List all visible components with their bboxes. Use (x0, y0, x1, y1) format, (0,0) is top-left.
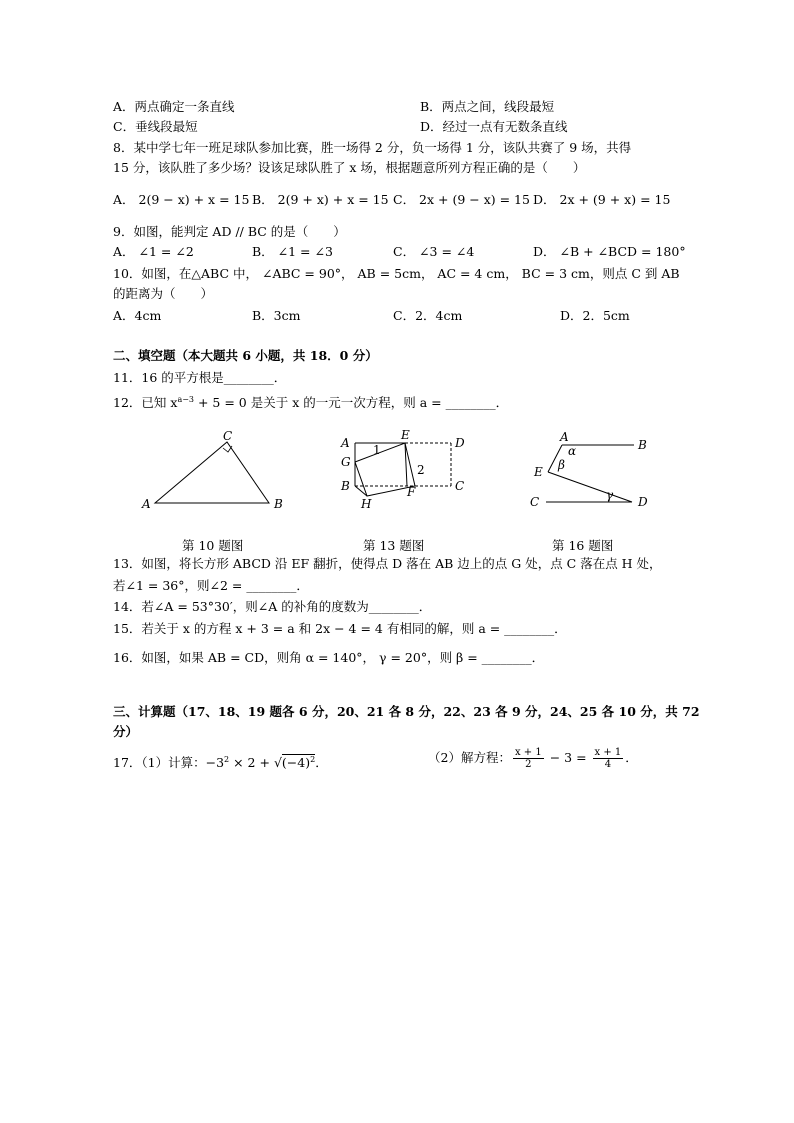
fig16-label-e: E (534, 465, 543, 479)
q17-part1-end: ． (315, 755, 328, 771)
q9-stem: 9．如图，能判定 AD // BC 的是（ ） (113, 224, 346, 239)
q17-fraction-1 (513, 747, 544, 770)
q17-part2-pre: （2）解方程： (428, 750, 511, 765)
fig10-label-a: A (142, 497, 151, 511)
q10-stem-line2: 的距离为（ ） (113, 286, 214, 301)
q8-option-c: C． 2x + (9 − x) = 15 (393, 192, 530, 207)
q17-mid: − 3 = (545, 750, 591, 765)
q8-option-d: D． 2x + (9 + x) = 15 (533, 192, 671, 207)
q8-option-a: A． 2(9 − x) + x = 15 (113, 192, 250, 207)
fig10-label-c: C (223, 429, 233, 443)
fig13-label-h: H (361, 497, 372, 511)
q17-radicand-base: (−4) (281, 755, 311, 771)
q8-stem-line2: 15 分，该队胜了多少场？设该足球队胜了 x 场，根据题意所列方程正确的是（ ） (113, 160, 586, 175)
q17-part1-exp: 2 (224, 755, 230, 764)
q15: 15．若关于 x 的方程 x + 3 = a 和 2x − 4 = 4 有相同的解，则 a = ________． (113, 621, 567, 636)
q8-option-b: B． 2(9 + x) + x = 15 (252, 192, 389, 207)
q7-option-d: D．经过一点有无数条直线 (420, 119, 568, 134)
fig16-caption: 第 16 题图 (552, 538, 614, 553)
q17-part1-mid: × 2 + (229, 755, 274, 771)
fig13-label-a: A (341, 436, 350, 450)
section2-title: 二、填空题（本大题共 6 小题，共 18．0 分） (113, 348, 378, 363)
q17-fraction-2 (593, 747, 624, 770)
q10-option-b: B．3cm (252, 308, 301, 323)
figure-10 (135, 428, 295, 518)
fig13-angle-1: 1 (373, 443, 381, 457)
fig10-label-b: B (274, 497, 283, 511)
q10-option-a: A．4cm (113, 308, 162, 323)
q14: 14．若∠A = 53°30′，则∠A 的补角的度数为________． (113, 599, 432, 614)
q9-option-a: A． ∠1 = ∠2 (113, 244, 194, 259)
fig13-label-b: B (341, 479, 350, 493)
section3-title-line2: 分） (113, 724, 139, 739)
q17-radicand-exp: 2 (310, 755, 316, 764)
triangle-abc (155, 442, 269, 503)
q17-part2-end: ． (625, 750, 638, 765)
q11: 11．16 的平方根是________． (113, 370, 287, 385)
q8-stem-line1: 8．某中学七年一班足球队参加比赛，胜一场得 2 分，负一场得 1 分，该队共赛了 9 场，共得 (113, 140, 632, 155)
q9-option-c: C． ∠3 = ∠4 (393, 244, 475, 259)
q13-line2: 若∠1 = 36°，则∠2 = ________． (113, 578, 309, 593)
fig16-label-d: D (638, 495, 648, 509)
fig16-label-a: A (560, 430, 569, 444)
q17-part1 (113, 752, 328, 771)
figure-16 (522, 428, 662, 518)
fig13-label-f: F (407, 485, 416, 499)
q7-option-a: A．两点确定一条直线 (113, 99, 235, 114)
fig16-alpha: α (568, 444, 577, 458)
fig13-label-d: D (455, 436, 465, 450)
fig13-angle-2: 2 (417, 463, 425, 477)
fig16-label-b: B (638, 438, 647, 452)
fig13-label-c: C (455, 479, 465, 493)
fig16-label-c: C (530, 495, 540, 509)
sqrt-icon: √ (273, 755, 282, 771)
q13-line1: 13．如图，将长方形 ABCD 沿 EF 翻折，使得点 D 落在 AB 边上的点 G 处，点 C 落在点 H 处， (113, 556, 662, 571)
q12-pre: 12．已知 x (113, 395, 178, 411)
fig16-beta: β (558, 458, 565, 472)
q9-option-d: D． ∠B + ∠BCD = 180° (533, 244, 686, 259)
fig10-caption: 第 10 题图 (182, 538, 244, 553)
q17-frac2-den: 4 (604, 759, 612, 770)
q16: 16．如图，如果 AB = CD，则角 α = 140°， γ = 20°，则 β = ________． (113, 650, 545, 665)
q10-stem-line1: 10．如图，在△ABC 中， ∠ABC = 90°， AB = 5cm， AC = 4 cm， BC = 3 cm，则点 C 到 AB (113, 266, 680, 281)
q9-option-b: B． ∠1 = ∠3 (252, 244, 333, 259)
q12 (113, 392, 508, 411)
q17-frac1-num: x + 1 (514, 747, 542, 758)
q17-frac2-num: x + 1 (594, 747, 622, 758)
section3-title-line1: 三、计算题（17、18、19 题各 6 分，20、21 各 8 分，22、23 各 9 分，24、25 各 10 分，共 72 (113, 704, 700, 719)
q17-part1-pre: 17．（1）计算：−3 (113, 755, 225, 771)
fig13-label-e: E (401, 428, 410, 442)
segment-ed (548, 472, 632, 502)
fig16-gamma: γ (606, 488, 614, 502)
q7-option-b: B．两点之间，线段最短 (420, 99, 555, 114)
q12-post: + 5 = 0 是关于 x 的一元一次方程，则 a = ________． (194, 395, 509, 411)
q17-part2 (428, 746, 638, 770)
figure-13 (335, 428, 475, 518)
q10-option-d: D．2．5cm (560, 308, 630, 323)
q17-frac1-den: 2 (525, 759, 532, 770)
q17-radicand (282, 754, 315, 770)
fig13-label-g: G (341, 455, 351, 469)
q12-exponent: a−3 (177, 395, 194, 404)
q10-option-c: C．2．4cm (393, 308, 463, 323)
q7-option-c: C．垂线段最短 (113, 119, 198, 134)
fig13-caption: 第 13 题图 (363, 538, 425, 553)
